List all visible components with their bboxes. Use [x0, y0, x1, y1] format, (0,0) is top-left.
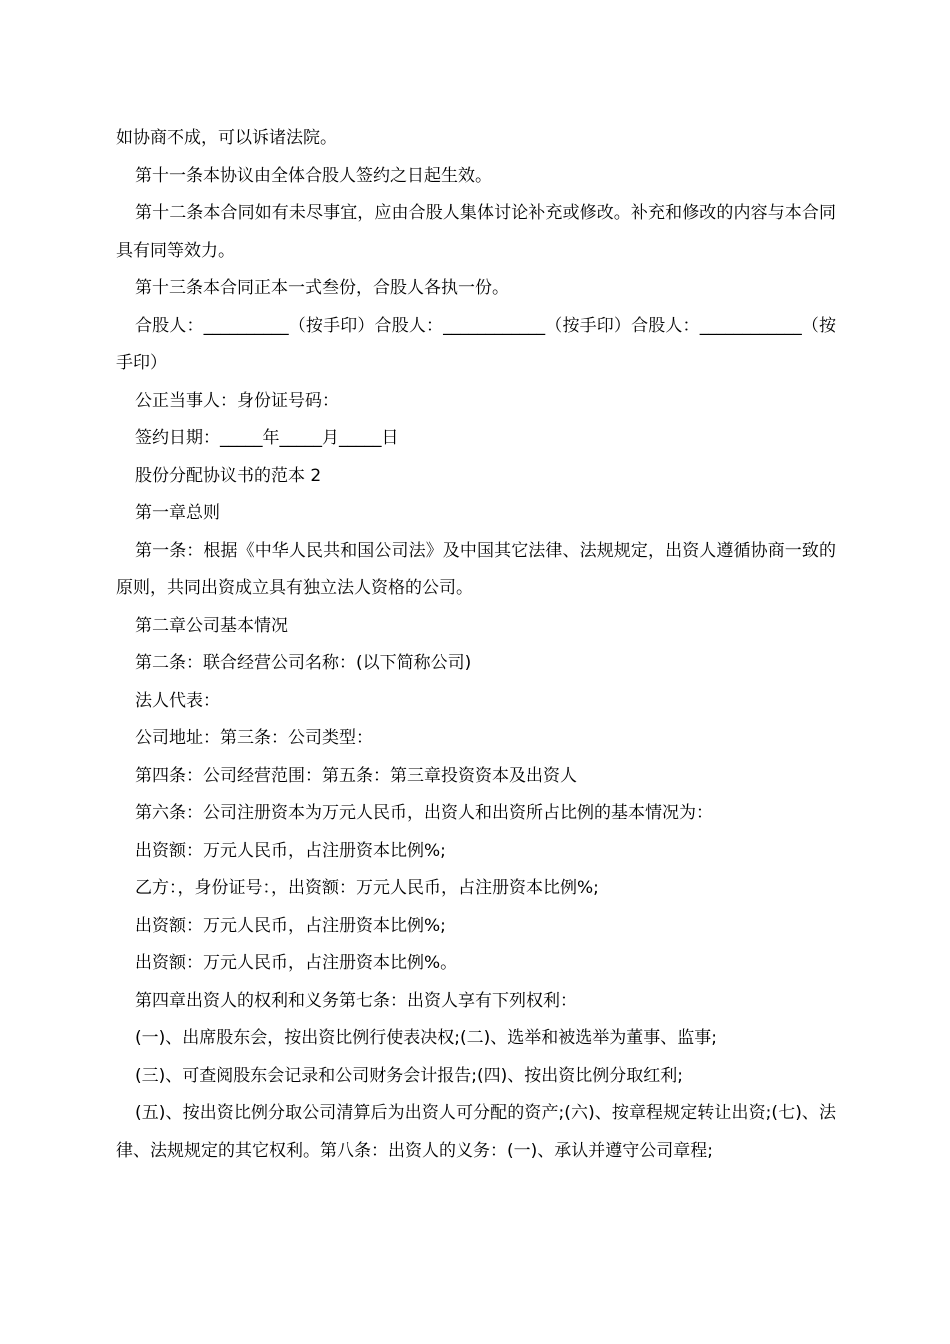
chapter-heading-2: 第二章公司基本情况: [135, 615, 288, 636]
contribution-line-3: 出资额：万元人民币，占注册资本比例%;: [135, 915, 446, 936]
legal-representative: 法人代表：: [135, 690, 220, 711]
contribution-line-1: 出资额：万元人民币，占注册资本比例%;: [135, 840, 446, 861]
contribution-line-2: 乙方：，身份证号：，出资额：万元人民币，占注册资本比例%;: [135, 878, 599, 898]
paragraph-3: 第十二条本合同如有未尽事宜，应由合股人集体讨论补充或修改。补充和修改的内容与本合同具有同等效力。: [116, 203, 836, 261]
section-title: 股份分配协议书的范本 2: [135, 465, 322, 486]
signing-date-line: 签约日期：_____年_____月_____日: [135, 428, 399, 448]
article-6: 第六条：公司注册资本为万元人民币，出资人和出资所占比例的基本情况为：: [135, 803, 713, 823]
rights-line-1: (一)、出席股东会，按出资比例行使表决权;(二)、选举和被选举为董事、监事;: [135, 1028, 717, 1048]
chapter-heading-1: 第一章总则: [135, 503, 220, 523]
paragraph-4: 第十三条本合同正本一式叁份，合股人各执一份。: [135, 278, 509, 298]
chapter-heading-4: 第四章出资人的权利和义务第七条：出资人享有下列权利：: [135, 990, 577, 1011]
paragraph-1: 如协商不成，可以诉诸法院。: [116, 128, 337, 148]
notary-line: 公正当事人：身份证号码：: [135, 390, 339, 411]
article-1: 第一条：根据《中华人民共和国公司法》及中国其它法律、法规规定，出资人遵循协商一致的原则，共同出资成立具有独立法人资格的公司。: [116, 540, 836, 598]
company-address: 公司地址：第三条：公司类型：: [135, 728, 373, 748]
contribution-line-4: 出资额：万元人民币，占注册资本比例%。: [135, 953, 458, 973]
article-4: 第四条：公司经营范围：第五条：第三章投资资本及出资人: [135, 765, 577, 786]
rights-line-3: (五)、按出资比例分取公司清算后为出资人可分配的资产;(六)、按章程规定转让出资;(七)、法律、法规规定的其它权利。第八条：出资人的义务：(一)、承认并遵守公司章程;: [116, 1103, 836, 1161]
signature-line: 合股人：__________（按手印）合股人：____________（按手印）合股人：____________（按手印）: [116, 315, 836, 373]
paragraph-2: 第十一条本协议由全体合股人签约之日起生效。: [135, 165, 492, 186]
article-2: 第二条：联合经营公司名称：(以下简称公司): [135, 653, 472, 673]
rights-line-2: (三)、可查阅股东会记录和公司财务会计报告;(四)、按出资比例分取红利;: [135, 1065, 683, 1086]
document-body: [116, 120, 836, 1170]
